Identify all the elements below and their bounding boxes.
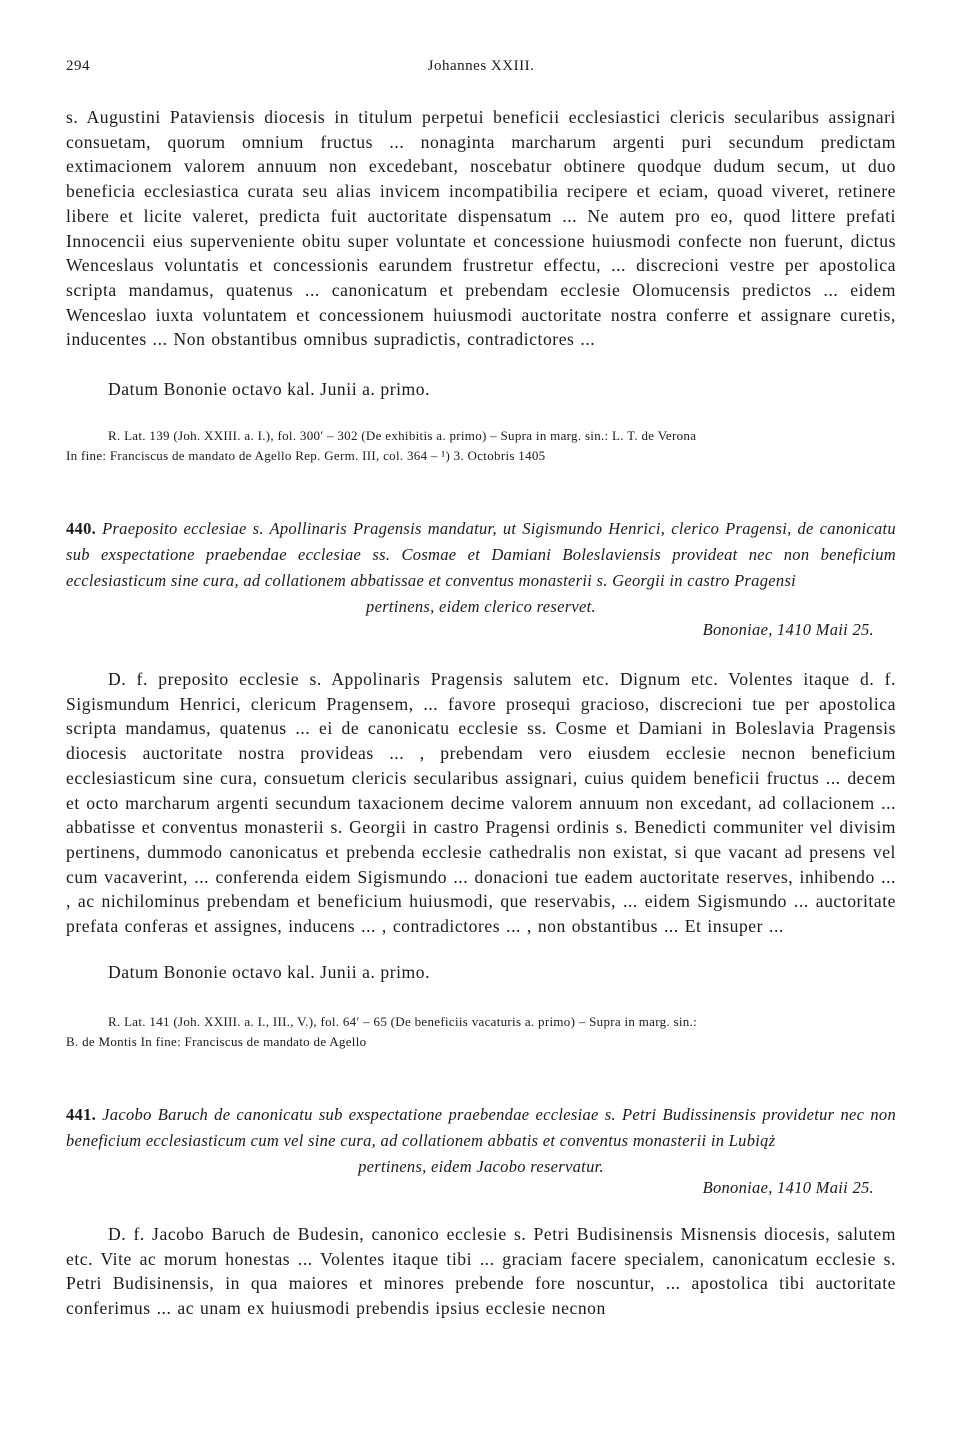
regest-end: pertinens, eidem Jacobo reservatur. [358, 1157, 604, 1176]
note-line: B. de Montis In fine: Franciscus de mandato de Agello [66, 1034, 367, 1049]
page-number: 294 [66, 58, 90, 74]
entry-440-regest [66, 516, 896, 620]
entry-number: 441. [66, 1105, 97, 1124]
continuation-datum: Datum Bononie octavo kal. Junii a. primo. [108, 379, 431, 399]
page-header [66, 58, 896, 84]
entry-440-note [66, 1012, 896, 1052]
document-page [66, 0, 896, 1444]
running-title: Johannes XXIII. [427, 58, 535, 74]
entry-440-datum: Datum Bononie octavo kal. Junii a. primo. [108, 962, 431, 982]
entry-number: 440. [66, 519, 97, 538]
continuation-note [66, 426, 896, 466]
entry-440-text: D. f. preposito ecclesie s. Appolinaris Pragensis salutem etc. Dignum etc. Volentes itaque d. f. Sigismundum Henrici, clericum Pragensem, ... favore prosequi gracioso, discrecioni tue per apostolica scripta mandamus, quatenus ... ei de canonicatu ecclesie ss. Cosme et Damiani in Boleslavia Pragensis diocesis auctoritate nostra provideas ... , prebendam vero eiusdem ecclesie necnon beneficium ecclesiasticum sine cura, consuetum clericis secularibus assignari, cuius quidem beneficii fructus ... decem et octo marcharum argenti secundum taxacionem decime valorem annuum non excedant, ad collacionem ... abbatisse et conventus monasterii s. Georgii in castro Pragensi ordinis s. Benedicti communiter vel divisim pertinens, dummodo canonicatus et prebenda ecclesie cathedralis non existat, si que vacant ad presens vel cum vacaverint, ... conferenda eidem Sigismundo ... donacioni tue eadem auctoritate reserves, inhibendo ... , ac nichilominus prebendam et beneficium huiusmodi, que reservabis, ... eidem Sigismundo ... auctoritate prefata conferas et assignes, inducens ... , contradictores ... , non obstantibus ... Et insuper ... [66, 669, 896, 937]
entry-441-place-date: Bononiae, 1410 Maii 25. [702, 1178, 874, 1197]
note-line: R. Lat. 139 (Joh. XXIII. a. I.), fol. 300′ – 302 (De exhibitis a. primo) – Supra in marg. sin.: L. T. de Verona [108, 428, 697, 443]
regest-text: Jacobo Baruch de canonicatu sub exspectatione praebendae ecclesiae s. Petri Budissinensis providetur nec non beneficium ecclesiasticum cum vel sine cura, ad collationem abbatis et conventus monasterii in Lubiąż [66, 1105, 896, 1150]
note-line: In fine: Franciscus de mandato de Agello Rep. Germ. III, col. 364 – ¹) 3. Octobris 1405 [66, 448, 546, 463]
regest-end: pertinens, eidem clerico reservet. [366, 597, 596, 616]
entry-441-text: D. f. Jacobo Baruch de Budesin, canonico ecclesie s. Petri Budisinensis Misnensis diocesis, salutem etc. Vite ac morum honestas ... Volentes itaque tibi ... graciam facere specialem, canonicatum ecclesie s. Petri Budisinensis, in qua maiores et minores prebende fore noscuntur, ... apostolica tibi auctoritate conferimus ... ac unam ex huiusmodi prebendis ipsius ecclesie necnon [66, 1224, 896, 1319]
continuation-text: s. Augustini Pataviensis diocesis in titulum perpetui beneficii ecclesiastici clericis secularibus assignari consuetam, quorum omnium fructus ... nonaginta marcharum argenti puri secundum predictam extimacionem valorem annuum non excedebant, noscebatur obtinere quodque dudum secum, ut duo beneficia ecclesiastica curata seu alias invicem incompatibilia recipere et eciam, quoad viveret, retinere libere et licite valeret, predicta fuit auctoritate dispensatum ... Ne autem pro eo, quod littere prefati Innocencii eius superveniente obitu super voluntate et concessione huiusmodi confecte non fuerunt, dictus Wenceslaus voluntatis et concessionis earundem frustretur effectu, ... discrecioni vestre per apostolica scripta mandamus, quatenus ... canonicatum et prebendam ecclesie Olomucensis predictos ... eidem Wenceslao iuxta voluntatem et concessionem huiusmodi auctoritate nostra conferre et assignare curetis, inducentes ... Non obstantibus omnibus supradictis, contradictores ... [66, 107, 896, 350]
regest-text: Praeposito ecclesiae s. Apollinaris Pragensis mandatur, ut Sigismundo Henrici, clerico Pragensi, de canonicatu sub exspectatione praebendae ecclesiae ss. Cosmae et Damiani Boleslaviensis provideat nec non beneficium ecclesiasticum sine cura, ad collationem abbatissae et conventus monasterii s. Georgii in castro Pragensi [66, 519, 896, 590]
note-line: R. Lat. 141 (Joh. XXIII. a. I., III., V.), fol. 64′ – 65 (De beneficiis vacaturis a. primo) – Supra in marg. sin.: [108, 1014, 698, 1029]
entry-441-regest [66, 1102, 896, 1180]
entry-440-place-date: Bononiae, 1410 Maii 25. [702, 620, 874, 639]
